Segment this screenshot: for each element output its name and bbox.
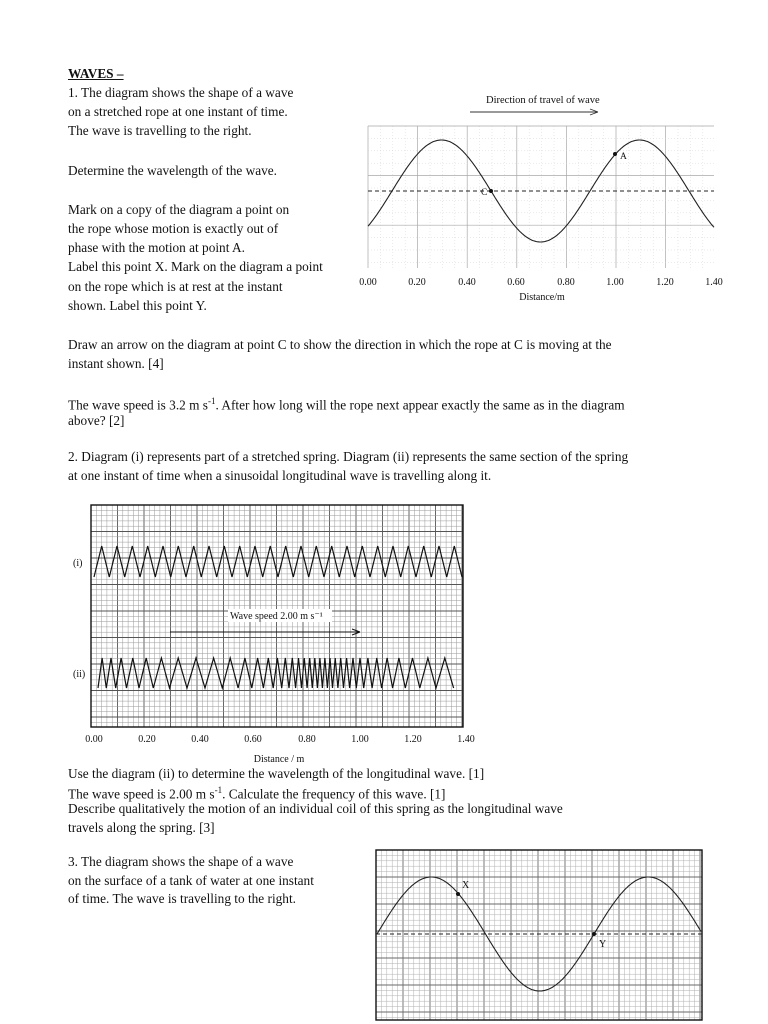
q1-x-axis-label: Distance/m <box>519 292 565 303</box>
q1-mark-line-6: shown. Label this point Y. <box>68 298 207 313</box>
q1-point-c-label: C <box>481 188 488 198</box>
q3-line-1: 3. The diagram shows the shape of a wave <box>68 854 294 869</box>
q2-x-tick: 0.00 <box>85 734 103 745</box>
q3-point-y-marker <box>592 932 596 936</box>
q1-x-tick: 0.20 <box>408 277 426 288</box>
q1-mark-line-5: on the rope which is at rest at the instant <box>68 279 283 294</box>
q2-x-tick: 1.20 <box>404 734 422 745</box>
q1-mark-line-3: phase with the motion at point A. <box>68 240 245 255</box>
q1-speed-line-2: above? [2] <box>68 413 125 428</box>
q1-mark-line-2: the rope whose motion is exactly out of <box>68 221 279 236</box>
q1-direction-label: Direction of travel of wave <box>486 95 600 106</box>
q1-point-c-marker <box>489 189 493 193</box>
page-heading: WAVES – <box>68 66 124 81</box>
q3-grid <box>376 850 702 1020</box>
q2-describe-line-2: travels along the spring. [3] <box>68 820 215 835</box>
q3-line-3: of time. The wave is travelling to the right. <box>68 891 296 906</box>
q1-line-1: 1. The diagram shows the shape of a wave <box>68 85 294 100</box>
q1-x-tick: 1.40 <box>705 277 723 288</box>
q1-x-tick: 1.00 <box>606 277 624 288</box>
q3-line-2: on the surface of a tank of water at one instant <box>68 873 314 888</box>
q2-wave-speed-label: Wave speed 2.00 m s⁻¹ <box>230 611 323 622</box>
q2-speed-line: The wave speed is 2.00 m $s^{-1}$. Calculate the frequency of this wave. [1] <box>68 785 446 802</box>
q2-label-ii: (ii) <box>73 669 86 680</box>
q2-line-1: 2. Diagram (i) represents part of a stretched spring. Diagram (ii) represents the same section of the spring <box>68 449 629 464</box>
q1-point-a-label: A <box>620 152 627 162</box>
q2-x-tick: 1.00 <box>351 734 369 745</box>
q1-line-2: on a stretched rope at one instant of time. <box>68 104 288 119</box>
q1-mark-line-1: Mark on a copy of the diagram a point on <box>68 202 290 217</box>
q1-wavelength-question: Determine the wavelength of the wave. <box>68 163 277 178</box>
q1-wave-graph <box>350 85 740 310</box>
q1-x-tick: 0.80 <box>557 277 575 288</box>
q1-mark-line-4: Label this point X. Mark on the diagram a point <box>68 259 323 274</box>
q2-x-tick: 0.40 <box>191 734 209 745</box>
q2-x-tick: 1.40 <box>457 734 475 745</box>
q2-x-tick: 0.20 <box>138 734 156 745</box>
q1-line-3: The wave is travelling to the right. <box>68 123 252 138</box>
q1-grid <box>368 126 714 268</box>
q1-x-tick: 1.20 <box>656 277 674 288</box>
q2-label-i: (i) <box>73 558 83 569</box>
q1-speed-line-1: The wave speed is 3.2 m $s^{-1}$. After how long will the rope next appear exactly the same as in the diagram <box>68 396 625 413</box>
q1-point-a-marker <box>613 152 617 156</box>
q1-x-tick: 0.40 <box>458 277 476 288</box>
q2-spring-ii <box>98 658 454 688</box>
q2-x-axis-label: Distance / m <box>253 754 305 765</box>
q3-wave-graph <box>370 845 710 1024</box>
q2-x-tick: 0.80 <box>298 734 316 745</box>
q3-point-x-marker <box>456 892 460 896</box>
q1-x-tick: 0.60 <box>507 277 525 288</box>
q1-arrow-line-2: instant shown. [4] <box>68 356 164 371</box>
q2-x-tick: 0.60 <box>244 734 262 745</box>
q3-point-x-label: X <box>462 880 470 891</box>
q1-arrow-line-1: Draw an arrow on the diagram at point C to show the direction in which the rope at C is moving at the <box>68 337 612 352</box>
q2-describe-line-1: Describe qualitatively the motion of an individual coil of this spring as the longitudinal wave <box>68 801 563 816</box>
q1-x-tick: 0.00 <box>359 277 377 288</box>
q2-use-line: Use the diagram (ii) to determine the wavelength of the longitudinal wave. [1] <box>68 766 485 781</box>
q3-grid-border <box>376 850 702 1020</box>
q2-line-2: at one instant of time when a sinusoidal longitudinal wave is travelling along it. <box>68 468 492 483</box>
q2-spring-graph <box>60 500 480 770</box>
q3-point-y-label: Y <box>599 939 607 950</box>
